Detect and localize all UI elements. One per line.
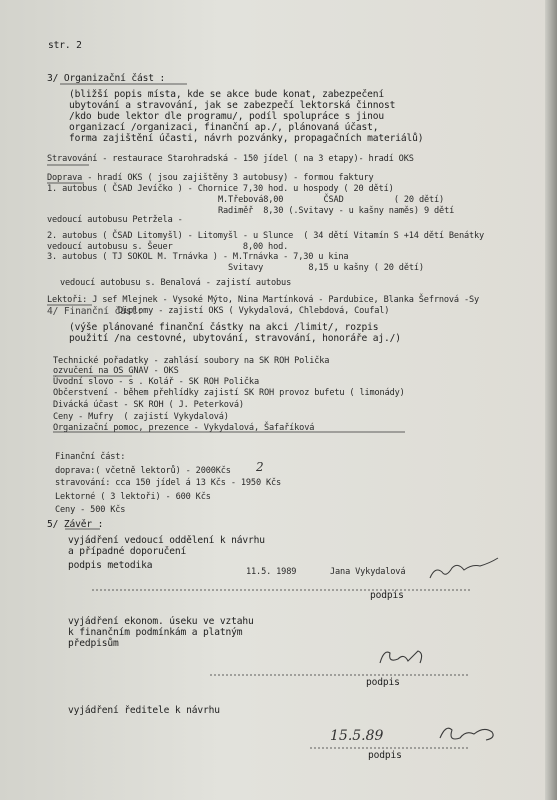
handwritten-date: 15.5.89 xyxy=(330,728,384,744)
ekonom-line-2: k finančním podmínkám a platným xyxy=(68,627,243,638)
stravovani-line: Stravování - restaurace Starohradská - 150 jídel ( na 3 etapy)- hradí OKS xyxy=(47,154,414,164)
section-3-heading-text: 3/ Organizační část : xyxy=(47,73,166,84)
bus1-line-a: 1. autobus ( ČSAD Jevíčko ) - Chornice 7,30 hod. u hospody ( 20 dětí) xyxy=(47,184,394,194)
section-3-desc-1: (bližší popis místa, kde se akce bude konat, zabezpečení xyxy=(69,89,385,100)
date-1: 11.5. 1989 xyxy=(246,567,297,577)
tech-line: Technické pořadatky - zahlásí soubory na SK ROH Polička xyxy=(53,356,330,366)
zaver-line-2: a případné doporučení xyxy=(68,546,187,557)
org-line: Organizační pomoc, prezence - Vykydalová, Šafaříková xyxy=(53,423,315,433)
section-5-heading: 5/ Závěr : xyxy=(47,519,104,530)
handwritten-two: 2 xyxy=(256,460,264,474)
zaver-line-1: vyjádření vedoucí oddělení k návrhu xyxy=(68,535,265,546)
doprava-line: Doprava - hradí OKS ( jsou zajištěny 3 autobusy) - formou faktury xyxy=(47,173,374,183)
bus3-line-b: Svitavy 8,15 u kašny ( 20 dětí) xyxy=(228,263,424,273)
stravovani-cost: stravování: cca 150 jídel á 13 Kčs - 1950 Kčs xyxy=(55,478,282,488)
section-3-desc-2: ubytování a stravování, jak se zabezpečí lektorská činnost xyxy=(69,100,396,111)
fin-desc-1: (výše plánované finanční částky na akci /limit/, rozpis xyxy=(69,322,379,333)
lektorne-cost: Lektorné ( 3 lektoři) - 600 Kčs xyxy=(55,492,211,502)
signature-1-stroke xyxy=(430,558,498,578)
uvodni-line: Úvodní slovo - s . Kolář - SK ROH Polička xyxy=(53,377,259,387)
reditel-line: vyjádření ředitele k návrhu xyxy=(68,705,220,716)
lektori-line: Lektoři: J sef Mlejnek - Vysoké Mýto, Nina Martínková - Pardubice, Blanka Šefrnová -Sy xyxy=(47,295,480,305)
bus1-line-c: Radiměř 8,30 (.Svitavy - u kašny naměs) 9 dětí xyxy=(218,206,455,216)
ekonom-line-1: vyjádření ekonom. úseku ve vztahu xyxy=(68,616,254,627)
podpis-2: podpis xyxy=(366,677,400,688)
bus1-line-d: vedoucí autobusu Petržela - xyxy=(47,215,183,225)
bus2-line-a: 2. autobus ( ČSAD Litomyšl) - Litomyšl - u Slunce ( 34 dětí Vitamín S +14 dětí Benátky xyxy=(47,231,485,241)
section-3-desc-4: organizací /organizaci, finanční ap./, plánovaná účast, xyxy=(69,122,379,133)
ceny-line: Ceny - Mufry ( zajistí Vykydalová) xyxy=(53,412,229,422)
ceny-cost: Ceny - 500 Kčs xyxy=(55,505,126,515)
bus3-line-a: 3. autobus ( TJ SOKOL M. Trnávka ) - M.Trnávka - 7,30 u kina xyxy=(47,252,349,262)
diplomy-line: Diplomy - zajistí OKS ( Vykydalová, Chlebdová, Coufal) xyxy=(118,306,390,316)
fin-title: Finanční část: xyxy=(55,452,126,462)
bus3-line-c: vedoucí autobusu s. Benalová - zajistí autobus xyxy=(60,278,292,288)
podpis-3: podpis xyxy=(368,750,402,761)
name-1: Jana Vykydalová xyxy=(330,567,406,577)
ozvuceni-line: ozvučení na OS GNAV - OKS xyxy=(53,366,179,376)
doprava-cost: doprava:( včetně lektorů) - 2000Kčs xyxy=(55,466,231,476)
divacka-line: Divácká účast - SK ROH ( J. Peterková) xyxy=(53,400,244,410)
zaver-line-3: podpis metodika xyxy=(68,560,153,571)
section-3-desc-3: /kdo bude lektor dle programu/, podíl spolupráce s jinou xyxy=(69,111,385,122)
signature-2-stroke xyxy=(380,651,422,663)
bus1-line-b: M.Třebová8,00 ČSAD ( 20 dětí) xyxy=(218,195,445,205)
fin-desc-2: použití /na cestovné, ubytování, stravování, honoráře aj./) xyxy=(69,333,401,344)
obcerstveni-line: Občerstvení - během přehlídky zajistí SK ROH provoz bufetu ( limonády) xyxy=(53,388,405,398)
podpis-1: podpis xyxy=(370,590,404,601)
section-3-desc-5: forma zajištění účasti, návrh pozvánky, propagačních materiálů) xyxy=(69,133,424,144)
page-number: str. 2 xyxy=(48,40,82,51)
financni-label: 4/ Finanční část: xyxy=(47,306,143,317)
bus2-line-b: vedoucí autobusu s. Šeuer 8,00 hod. xyxy=(47,242,289,252)
signature-3-stroke xyxy=(440,728,493,740)
ekonom-line-3: předpisům xyxy=(68,638,119,649)
